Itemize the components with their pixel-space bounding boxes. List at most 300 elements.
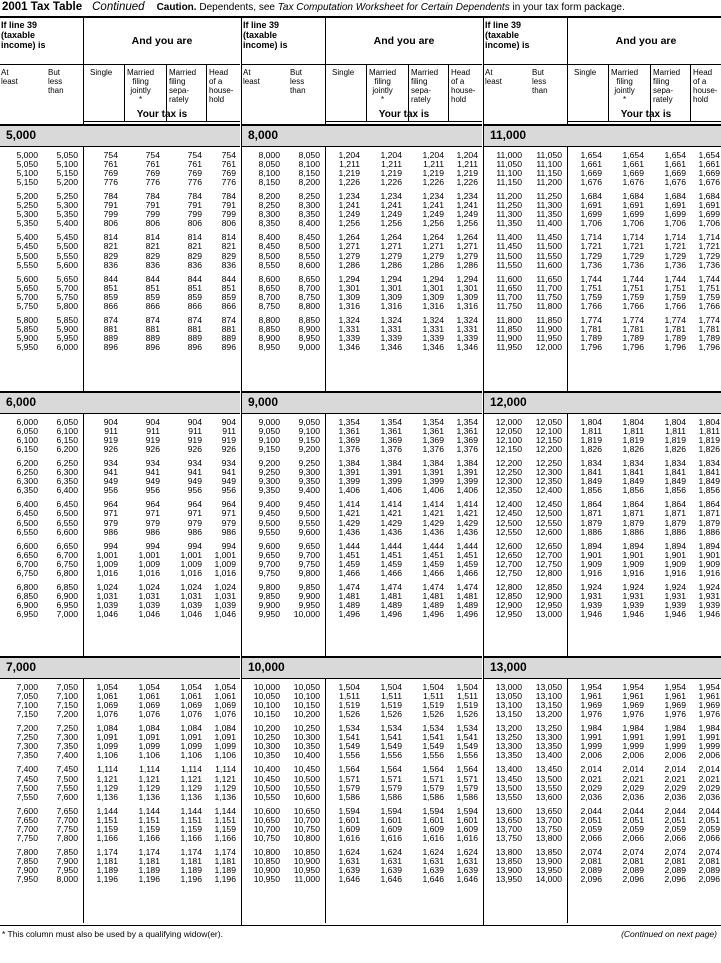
at-least-cell: 8,250 xyxy=(258,200,280,211)
single-tax-cell: 1,114 xyxy=(97,764,118,775)
single-tax-cell: 1,009 xyxy=(96,558,118,569)
at-least-cell: 5,500 xyxy=(16,250,38,261)
head-of-household-tax-cell: 1,324 xyxy=(456,314,478,325)
at-least-cell: 7,950 xyxy=(16,874,38,884)
but-less-than-cell: 7,800 xyxy=(56,832,78,843)
head-of-household-tax-cell: 1,054 xyxy=(214,682,236,692)
single-tax-cell: 1,841 xyxy=(580,467,602,478)
table-row xyxy=(484,569,721,578)
married-separately-tax-cell: 814 xyxy=(187,232,202,243)
head-of-household-tax-cell: 1,309 xyxy=(456,291,478,302)
married-jointly-tax-cell: 1,811 xyxy=(623,426,644,437)
married-jointly-tax-cell: 1,909 xyxy=(622,558,644,569)
married-separately-tax-cell: 1,534 xyxy=(422,723,444,734)
single-tax-cell: 889 xyxy=(103,332,118,343)
income-range-header xyxy=(0,18,82,64)
single-tax-cell: 956 xyxy=(103,485,118,496)
married-jointly-tax-cell: 1,579 xyxy=(380,782,402,793)
head-of-household-header-line: of a xyxy=(209,77,223,86)
single-tax-cell: 1,414 xyxy=(338,499,360,510)
but-less-than-cell: 6,500 xyxy=(56,508,78,519)
married-separately-tax-cell: 919 xyxy=(187,435,202,446)
married-separately-tax-cell: 1,841 xyxy=(664,467,686,478)
at-least-cell: 11,950 xyxy=(496,342,522,352)
single-header-line: Single xyxy=(332,68,355,77)
but-less-than-cell: 12,950 xyxy=(535,599,562,610)
but-less-than-cell: 12,200 xyxy=(535,444,562,455)
single-tax-cell: 1,399 xyxy=(338,476,360,487)
single-tax-cell: 1,324 xyxy=(338,314,360,325)
but-less-than-cell: 10,600 xyxy=(293,791,320,802)
single-tax-cell: 1,946 xyxy=(580,609,602,619)
single-tax-cell: 1,204 xyxy=(338,150,360,160)
single-tax-cell: 1,511 xyxy=(339,691,360,701)
at-least-cell: 9,250 xyxy=(258,467,280,478)
at-least-cell: 7,100 xyxy=(16,700,38,711)
married-separately-header xyxy=(411,68,438,104)
married-jointly-tax-cell: 2,074 xyxy=(622,846,644,857)
married-jointly-tax-cell: 1,061 xyxy=(138,691,160,701)
married-separately-tax-cell: 1,046 xyxy=(180,609,202,619)
single-tax-cell: 1,084 xyxy=(96,723,118,734)
married-jointly-tax-cell: 1,766 xyxy=(622,300,644,311)
at-least-cell: 12,100 xyxy=(495,435,522,446)
married-jointly-tax-cell: 1,474 xyxy=(380,581,402,592)
married-separately-tax-cell: 1,511 xyxy=(423,691,444,701)
married-separately-tax-cell: 1,991 xyxy=(664,732,686,743)
married-jointly-tax-cell: 1,691 xyxy=(622,200,644,211)
head-of-household-tax-cell: 1,639 xyxy=(456,864,478,875)
single-tax-cell: 2,021 xyxy=(580,773,602,784)
single-header xyxy=(332,68,354,77)
single-tax-cell: 1,571 xyxy=(338,773,360,784)
head-of-household-tax-cell: 1,939 xyxy=(698,599,720,610)
at-least-cell: 5,600 xyxy=(16,273,38,284)
head-of-household-tax-cell: 1,001 xyxy=(214,549,236,560)
single-tax-cell: 754 xyxy=(103,150,118,160)
table-row xyxy=(0,261,240,270)
but-less-than-cell: 12,700 xyxy=(535,549,562,560)
head-of-household-tax-cell: 1,144 xyxy=(214,805,236,816)
head-of-household-tax-cell: 769 xyxy=(221,168,236,179)
but-less-than-cell: 11,500 xyxy=(536,241,562,252)
head-of-household-tax-cell: 1,534 xyxy=(456,723,478,734)
at-least-cell: 8,900 xyxy=(258,332,280,343)
married-jointly-tax-cell: 1,121 xyxy=(138,773,160,784)
single-tax-cell: 1,069 xyxy=(96,700,118,711)
but-less-than-header-line: less xyxy=(48,77,63,86)
married-jointly-tax-cell: 784 xyxy=(145,191,160,202)
single-tax-cell: 769 xyxy=(103,168,118,179)
single-tax-cell: 1,811 xyxy=(581,426,602,437)
single-tax-cell: 1,894 xyxy=(580,540,602,551)
but-less-than-cell: 13,450 xyxy=(535,764,562,775)
married-jointly-tax-cell: 1,039 xyxy=(138,599,160,610)
but-less-than-cell: 7,000 xyxy=(56,609,78,619)
single-tax-cell: 1,879 xyxy=(580,517,602,528)
at-least-cell: 8,500 xyxy=(258,250,280,261)
head-of-household-header-line: of a xyxy=(451,77,465,86)
single-tax-cell: 1,174 xyxy=(96,846,118,857)
table-row xyxy=(0,610,240,619)
at-least-cell: 11,350 xyxy=(496,218,522,229)
but-less-than-cell: 11,000 xyxy=(294,874,320,884)
table-row xyxy=(242,834,482,843)
but-less-than-cell: 12,650 xyxy=(535,540,562,551)
but-less-than-cell: 11,850 xyxy=(536,314,562,325)
but-less-than-cell: 5,500 xyxy=(56,241,78,252)
but-less-than-cell: 7,100 xyxy=(56,691,78,701)
head-of-household-tax-cell: 1,391 xyxy=(456,467,478,478)
but-less-than-cell: 7,850 xyxy=(56,846,78,857)
head-of-household-tax-cell: 2,096 xyxy=(698,874,720,884)
head-of-household-tax-cell: 1,796 xyxy=(698,342,720,352)
but-less-than-cell: 5,700 xyxy=(56,282,78,293)
at-least-cell: 12,850 xyxy=(495,590,522,601)
at-least-cell: 11,500 xyxy=(496,250,522,261)
married-jointly-tax-cell: 896 xyxy=(145,342,160,352)
married-jointly-tax-cell: 919 xyxy=(145,435,160,446)
at-least-cell: 5,450 xyxy=(16,241,38,252)
but-less-than-cell: 8,550 xyxy=(298,250,320,261)
at-least-cell: 9,900 xyxy=(258,599,280,610)
but-less-than-cell: 6,350 xyxy=(56,476,78,487)
but-less-than-cell: 11,600 xyxy=(536,259,562,270)
married-jointly-tax-cell: 829 xyxy=(145,250,160,261)
at-least-cell: 12,350 xyxy=(495,485,522,496)
single-tax-cell: 1,309 xyxy=(338,291,360,302)
married-jointly-tax-cell: 1,519 xyxy=(380,700,402,711)
married-separately-tax-cell: 1,579 xyxy=(422,782,444,793)
married-separately-tax-cell: 979 xyxy=(187,517,202,528)
at-least-cell: 11,700 xyxy=(496,291,522,302)
married-jointly-header-line: * xyxy=(139,95,143,104)
single-tax-cell: 1,729 xyxy=(580,250,602,261)
single-tax-cell: 1,564 xyxy=(338,764,360,775)
at-least-cell: 7,300 xyxy=(16,741,38,752)
at-least-cell: 11,100 xyxy=(496,168,522,179)
married-jointly-tax-cell: 1,054 xyxy=(138,682,160,692)
at-least-cell: 6,300 xyxy=(16,476,38,487)
married-separately-tax-cell: 784 xyxy=(187,191,202,202)
section-header xyxy=(484,126,721,147)
married-separately-tax-cell: 1,699 xyxy=(664,209,686,220)
single-tax-cell: 1,166 xyxy=(96,832,118,843)
married-jointly-tax-cell: 1,091 xyxy=(138,732,160,743)
married-separately-tax-cell: 1,631 xyxy=(422,855,444,866)
but-less-than-cell: 9,350 xyxy=(298,476,320,487)
at-least-cell: 12,450 xyxy=(495,508,522,519)
married-separately-tax-cell: 1,024 xyxy=(180,581,202,592)
single-tax-cell: 1,984 xyxy=(580,723,602,734)
head-of-household-tax-cell: 1,631 xyxy=(456,855,478,866)
single-tax-cell: 1,271 xyxy=(338,241,360,252)
married-jointly-tax-cell: 2,029 xyxy=(622,782,644,793)
head-of-household-tax-cell: 1,189 xyxy=(214,864,236,875)
header-rule xyxy=(326,121,482,122)
married-separately-tax-cell: 2,096 xyxy=(664,874,686,884)
at-least-cell: 5,000 xyxy=(16,150,38,160)
but-less-than-cell: 5,750 xyxy=(56,291,78,302)
head-of-household-tax-cell: 971 xyxy=(221,508,236,519)
but-less-than-cell: 5,800 xyxy=(56,300,78,311)
at-least-cell: 9,550 xyxy=(258,526,280,537)
single-tax-cell: 1,106 xyxy=(96,750,118,761)
married-separately-tax-cell: 1,429 xyxy=(422,517,444,528)
section-label: 9,000 xyxy=(248,395,279,409)
but-less-than-cell: 11,400 xyxy=(536,218,562,229)
married-jointly-tax-cell: 1,496 xyxy=(380,609,402,619)
head-of-household-tax-cell: 814 xyxy=(221,232,236,243)
but-less-than-cell: 8,050 xyxy=(298,150,320,160)
but-less-than-cell: 8,500 xyxy=(298,241,320,252)
single-tax-cell: 1,294 xyxy=(338,273,360,284)
at-least-cell: 13,350 xyxy=(495,750,522,761)
but-less-than-cell: 9,950 xyxy=(298,599,320,610)
head-of-household-tax-cell: 829 xyxy=(221,250,236,261)
head-of-household-tax-cell: 1,886 xyxy=(698,526,720,537)
head-of-household-tax-cell: 1,564 xyxy=(456,764,478,775)
but-less-than-cell: 9,550 xyxy=(298,517,320,528)
married-jointly-tax-cell: 1,114 xyxy=(139,764,160,775)
at-least-cell: 12,600 xyxy=(495,540,522,551)
but-less-than-cell: 7,900 xyxy=(56,855,78,866)
head-of-household-tax-cell: 2,036 xyxy=(698,791,720,802)
table-row xyxy=(242,569,482,578)
married-jointly-header-line: Married xyxy=(369,68,397,77)
married-separately-tax-cell: 1,909 xyxy=(664,558,686,569)
but-less-than-cell: 7,150 xyxy=(56,700,78,711)
married-separately-tax-cell: 1,076 xyxy=(180,709,202,720)
single-tax-cell: 1,459 xyxy=(338,558,360,569)
at-least-cell: 5,350 xyxy=(16,218,38,229)
section-label: 6,000 xyxy=(6,395,37,409)
at-least-cell: 13,950 xyxy=(495,874,522,884)
at-least-cell: 6,500 xyxy=(16,517,38,528)
at-least-cell: 8,650 xyxy=(258,282,280,293)
married-jointly-tax-cell: 1,699 xyxy=(622,209,644,220)
table-row xyxy=(242,178,482,187)
married-separately-tax-cell: 806 xyxy=(187,218,202,229)
single-tax-cell: 791 xyxy=(103,200,118,211)
married-jointly-tax-cell: 1,391 xyxy=(380,467,402,478)
but-less-than-cell: 6,900 xyxy=(56,590,78,601)
but-less-than-cell: 10,050 xyxy=(293,682,320,692)
at-least-cell: 7,350 xyxy=(16,750,38,761)
at-least-cell: 10,500 xyxy=(253,782,280,793)
married-jointly-tax-cell: 1,931 xyxy=(622,590,644,601)
married-separately-tax-cell: 1,234 xyxy=(422,191,444,202)
at-least-cell: 9,450 xyxy=(258,508,280,519)
married-jointly-tax-cell: 2,051 xyxy=(622,814,644,825)
married-jointly-tax-cell: 994 xyxy=(145,540,160,551)
married-jointly-tax-cell: 1,264 xyxy=(380,232,402,243)
income-range-header xyxy=(484,18,566,64)
but-less-than-cell: 10,650 xyxy=(293,805,320,816)
table-row xyxy=(484,486,721,495)
married-jointly-tax-cell: 1,399 xyxy=(380,476,402,487)
married-jointly-header xyxy=(127,68,154,104)
at-least-cell: 13,050 xyxy=(495,691,522,701)
married-separately-tax-cell: 986 xyxy=(187,526,202,537)
married-separately-tax-cell: 1,189 xyxy=(180,864,202,875)
head-of-household-tax-cell: 1,136 xyxy=(214,791,236,802)
married-separately-tax-cell: 821 xyxy=(187,241,202,252)
married-jointly-tax-cell: 971 xyxy=(145,508,160,519)
at-least-cell: 5,800 xyxy=(16,314,38,325)
married-separately-tax-cell: 1,871 xyxy=(664,508,686,519)
head-of-household-tax-cell: 881 xyxy=(221,323,236,334)
single-tax-cell: 1,594 xyxy=(338,805,360,816)
head-of-household-tax-cell: 1,399 xyxy=(456,476,478,487)
but-less-than-cell: 6,650 xyxy=(56,540,78,551)
head-of-household-tax-cell: 1,879 xyxy=(698,517,720,528)
married-separately-header-line: filing xyxy=(169,77,186,86)
single-tax-cell: 1,451 xyxy=(338,549,360,560)
but-less-than-cell: 12,100 xyxy=(535,426,562,437)
married-jointly-tax-cell: 1,886 xyxy=(622,526,644,537)
but-less-than-cell: 8,300 xyxy=(298,200,320,211)
table-row xyxy=(484,528,721,537)
head-of-household-tax-cell: 1,076 xyxy=(214,709,236,720)
single-tax-cell: 1,534 xyxy=(338,723,360,734)
married-separately-tax-cell: 1,406 xyxy=(422,485,444,496)
head-of-household-tax-cell: 1,346 xyxy=(456,342,478,352)
title-continued: Continued xyxy=(92,1,145,13)
head-of-household-tax-cell: 1,181 xyxy=(214,855,236,866)
head-of-household-tax-cell: 1,271 xyxy=(456,241,478,252)
married-jointly-tax-cell: 1,564 xyxy=(380,764,402,775)
head-of-household-tax-cell: 1,436 xyxy=(456,526,478,537)
single-tax-cell: 866 xyxy=(103,300,118,311)
married-separately-tax-cell: 2,006 xyxy=(664,750,686,761)
married-jointly-tax-cell: 1,594 xyxy=(380,805,402,816)
married-separately-tax-cell: 866 xyxy=(187,300,202,311)
head-of-household-tax-cell: 1,429 xyxy=(456,517,478,528)
single-tax-cell: 1,369 xyxy=(338,435,360,446)
head-of-household-tax-cell: 986 xyxy=(221,526,236,537)
married-jointly-header-line: jointly xyxy=(372,86,393,95)
at-least-cell: 11,400 xyxy=(496,232,522,243)
married-jointly-tax-cell: 1,609 xyxy=(380,823,402,834)
at-least-cell: 10,700 xyxy=(253,823,280,834)
table-row xyxy=(0,528,240,537)
married-jointly-tax-cell: 1,031 xyxy=(138,590,160,601)
single-tax-cell: 1,646 xyxy=(338,874,360,884)
married-jointly-tax-cell: 806 xyxy=(145,218,160,229)
married-separately-tax-cell: 1,301 xyxy=(422,282,444,293)
income-range-header-line: (taxable xyxy=(243,30,278,40)
but-less-than-cell: 13,950 xyxy=(535,864,562,875)
head-of-household-tax-cell: 874 xyxy=(221,314,236,325)
married-separately-header-line: filing xyxy=(411,77,428,86)
single-tax-cell: 1,061 xyxy=(96,691,118,701)
table-row xyxy=(0,486,240,495)
continued-next-page: (Continued on next page) xyxy=(621,929,717,939)
but-less-than-cell: 12,000 xyxy=(535,342,562,352)
but-less-than-cell: 5,250 xyxy=(56,191,78,202)
at-least-cell: 10,000 xyxy=(253,682,280,692)
but-less-than-cell: 12,050 xyxy=(535,417,562,427)
at-least-cell: 7,900 xyxy=(16,864,38,875)
at-least-cell: 11,900 xyxy=(496,332,522,343)
at-least-cell: 9,600 xyxy=(258,540,280,551)
single-tax-cell: 911 xyxy=(104,426,118,437)
but-less-than-cell: 12,900 xyxy=(535,590,562,601)
but-less-than-cell: 5,150 xyxy=(56,168,78,179)
single-tax-cell: 799 xyxy=(103,209,118,220)
married-separately-tax-cell: 1,864 xyxy=(664,499,686,510)
panel-separator xyxy=(483,18,484,925)
but-less-than-cell: 8,100 xyxy=(298,159,320,170)
at-least-cell: 10,900 xyxy=(253,864,280,875)
single-tax-cell: 1,691 xyxy=(580,200,602,211)
single-tax-cell: 1,796 xyxy=(580,342,602,352)
married-separately-header-line: sepa- xyxy=(653,86,674,95)
head-of-household-header-line: house- xyxy=(209,86,234,95)
but-less-than-cell: 7,700 xyxy=(56,814,78,825)
head-of-household-tax-cell: 866 xyxy=(221,300,236,311)
head-of-household-tax-cell: 799 xyxy=(221,209,236,220)
head-of-household-tax-cell: 1,691 xyxy=(698,200,720,211)
married-jointly-tax-cell: 1,804 xyxy=(622,417,644,427)
single-tax-cell: 2,044 xyxy=(580,805,602,816)
married-jointly-tax-cell: 851 xyxy=(145,282,160,293)
filing-status-header: And you are xyxy=(131,35,193,47)
at-least-cell: 10,100 xyxy=(253,700,280,711)
married-jointly-tax-cell: 1,616 xyxy=(380,832,402,843)
married-jointly-tax-cell: 1,954 xyxy=(622,682,644,692)
but-less-than-cell: 10,900 xyxy=(293,855,320,866)
head-of-household-tax-cell: 1,999 xyxy=(698,741,720,752)
married-separately-tax-cell: 1,039 xyxy=(180,599,202,610)
head-of-household-tax-cell: 1,856 xyxy=(698,485,720,496)
but-less-than-cell: 13,700 xyxy=(535,814,562,825)
married-jointly-tax-cell: 2,014 xyxy=(622,764,644,775)
married-jointly-tax-cell: 821 xyxy=(145,241,160,252)
married-separately-tax-cell: 1,144 xyxy=(180,805,202,816)
at-least-cell: 12,700 xyxy=(495,558,522,569)
married-separately-tax-cell: 1,954 xyxy=(664,682,686,692)
at-least-cell: 11,550 xyxy=(496,259,522,270)
caution-worksheet-ref: Tax Computation Worksheet for Certain Dependents xyxy=(277,2,510,13)
head-of-household-tax-cell: 1,474 xyxy=(456,581,478,592)
married-jointly-tax-cell: 1,849 xyxy=(622,476,644,487)
head-of-household-tax-cell: 1,219 xyxy=(456,168,478,179)
single-tax-cell: 1,129 xyxy=(96,782,118,793)
head-of-household-tax-cell: 1,504 xyxy=(456,682,478,692)
table-row xyxy=(242,219,482,228)
but-less-than-cell: 10,150 xyxy=(293,700,320,711)
table-row xyxy=(484,875,721,884)
married-separately-tax-cell: 2,074 xyxy=(664,846,686,857)
at-least-cell: 10,450 xyxy=(253,773,280,784)
single-tax-cell: 2,089 xyxy=(580,864,602,875)
head-of-household-tax-cell: 2,029 xyxy=(698,782,720,793)
filing-status-header: And you are xyxy=(615,35,677,47)
married-jointly-tax-cell: 1,219 xyxy=(380,168,402,179)
married-separately-tax-cell: 1,249 xyxy=(422,209,444,220)
but-less-than-cell: 12,750 xyxy=(535,558,562,569)
but-less-than-cell: 9,900 xyxy=(298,590,320,601)
married-separately-tax-cell: 2,059 xyxy=(664,823,686,834)
married-jointly-tax-cell: 1,759 xyxy=(622,291,644,302)
married-jointly-tax-cell: 2,066 xyxy=(622,832,644,843)
table-row xyxy=(242,610,482,619)
married-separately-tax-cell: 1,819 xyxy=(664,435,686,446)
single-tax-cell: 1,406 xyxy=(338,485,360,496)
at-least-cell: 13,650 xyxy=(495,814,522,825)
